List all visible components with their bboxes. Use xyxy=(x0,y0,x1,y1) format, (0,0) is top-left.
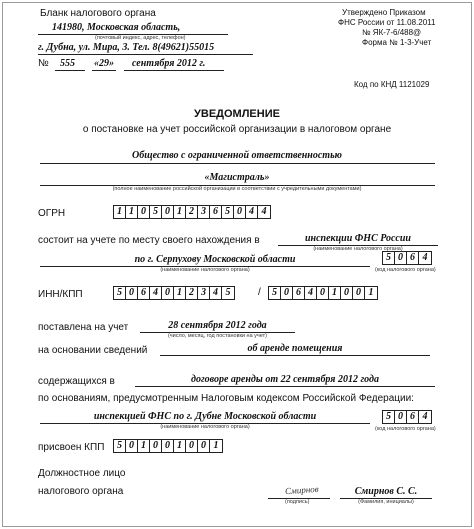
kpp-digit: 6 xyxy=(293,287,305,299)
registered-authority-2: по г. Серпухову Московской области xyxy=(134,254,296,265)
address-line2: г. Дубна, ул. Мира, 3. Тел. 8(49621)55015 xyxy=(38,42,215,53)
ogrn-digit: 2 xyxy=(186,206,198,218)
registered-authority-1: инспекции ФНС России xyxy=(304,233,411,244)
ogrn-digit: 0 xyxy=(138,206,150,218)
kpp-assigned-digit: 5 xyxy=(114,440,126,452)
approved-line1: Утверждено Приказом xyxy=(342,8,426,17)
kpp-assigned-digit: 0 xyxy=(186,440,198,452)
registered-date-label: поставлена на учет xyxy=(38,322,129,333)
contained-label: содержащихся в xyxy=(38,376,115,387)
signature-caption: (подпись) xyxy=(285,499,310,505)
kpp-assigned-digit: 1 xyxy=(138,440,150,452)
ogrn-digit: 4 xyxy=(261,206,267,217)
ogrn-digit: 1 xyxy=(114,206,126,218)
inn-digit: 3 xyxy=(198,287,210,299)
kpp-digit: 5 xyxy=(269,287,281,299)
inn-cells xyxy=(113,286,235,300)
inn-digit: 5 xyxy=(114,287,126,299)
registered-code-digit: 4 xyxy=(422,252,428,263)
kpp-digit: 1 xyxy=(329,287,341,299)
kpp-assigned-digit: 1 xyxy=(213,440,219,451)
document-subtitle: о постановке на учет российской организации в налоговом органе xyxy=(82,124,392,135)
basis-label: на основании сведений xyxy=(38,345,148,356)
kpp-assigned-label: присвоен КПП xyxy=(38,442,105,453)
ogrn-digit: 5 xyxy=(150,206,162,218)
inn-digit: 4 xyxy=(210,287,222,299)
registered-code-digit: 0 xyxy=(395,252,407,264)
form-number: Форма № 1-3-Учет xyxy=(362,38,432,47)
kpp-assigned-digit: 1 xyxy=(174,440,186,452)
grounds-code-digit: 5 xyxy=(383,411,395,423)
blank-label: Бланк налогового органа xyxy=(40,8,156,19)
kpp-cells xyxy=(268,286,378,300)
kpp-assigned-digit: 0 xyxy=(162,440,174,452)
grounds-caption: (наименование налогового органа) xyxy=(160,424,250,430)
approved-line3: № ЯК-7-6/488@ xyxy=(362,28,422,37)
address-caption: (почтовый индекс, адрес, телефон) xyxy=(95,35,186,41)
contained-value: договоре аренды от 22 сентября 2012 года xyxy=(191,374,379,385)
grounds-label: по основаниям, предусмотренным Налоговым кодексом Российской Федерации: xyxy=(38,393,414,404)
grounds-value: инспекцией ФНС по г. Дубне Московской области xyxy=(93,411,317,422)
registered-caption-2: (наименование налогового органа) xyxy=(160,267,250,273)
official-label-2: налогового органа xyxy=(38,486,124,497)
approved-line2: ФНС России от 11.08.2011 xyxy=(338,18,436,27)
kpp-assigned-digit: 0 xyxy=(126,440,138,452)
inn-digit: 1 xyxy=(174,287,186,299)
inn-kpp-slash: / xyxy=(258,287,261,298)
kpp-digit: 0 xyxy=(341,287,353,299)
kpp-digit: 0 xyxy=(281,287,293,299)
org-name-line2: «Магистраль» xyxy=(204,172,270,183)
document-title: УВЕДОМЛЕНИЕ xyxy=(194,108,280,120)
kpp-digit: 4 xyxy=(305,287,317,299)
grounds-code-digit: 4 xyxy=(422,411,428,422)
official-label-1: Должностное лицо xyxy=(38,468,126,479)
inn-digit: 0 xyxy=(126,287,138,299)
grounds-code-digit: 6 xyxy=(407,411,419,423)
ogrn-digit: 0 xyxy=(234,206,246,218)
grounds-code-cells xyxy=(382,410,432,424)
ogrn-digit: 5 xyxy=(222,206,234,218)
ogrn-digit: 6 xyxy=(210,206,222,218)
ogrn-cells xyxy=(113,205,271,219)
grounds-code-caption: (код налогового органа) xyxy=(375,426,436,432)
registered-caption-1: (наименование налогового органа) xyxy=(313,246,403,252)
ogrn-label: ОГРН xyxy=(38,208,66,219)
official-name: Смирнов С. С. xyxy=(354,486,418,497)
registered-code-digit: 5 xyxy=(383,252,395,264)
registered-code-caption: (код налогового органа) xyxy=(375,267,436,273)
inn-digit: 5 xyxy=(225,287,231,298)
registered-code-cells xyxy=(382,251,432,265)
ogrn-digit: 0 xyxy=(162,206,174,218)
address-line1: 141980, Московская область, xyxy=(52,22,181,33)
official-signature: Смирнов xyxy=(284,483,319,497)
kpp-digit: 1 xyxy=(368,287,374,298)
ogrn-digit: 4 xyxy=(246,206,258,218)
knd-code: Код по КНД 1121029 xyxy=(354,80,430,89)
doc-number: 555 xyxy=(60,58,75,69)
ogrn-digit: 3 xyxy=(198,206,210,218)
inn-digit: 2 xyxy=(186,287,198,299)
inn-digit: 0 xyxy=(162,287,174,299)
official-name-caption: (Фамилия, инициалы) xyxy=(358,499,414,505)
registered-code-digit: 6 xyxy=(407,252,419,264)
kpp-digit: 0 xyxy=(317,287,329,299)
ogrn-digit: 1 xyxy=(174,206,186,218)
doc-day: «29» xyxy=(94,58,114,69)
inn-digit: 4 xyxy=(150,287,162,299)
org-caption: (полное наименование российской организации в соответствии с учредительными документами) xyxy=(112,186,362,192)
kpp-digit: 0 xyxy=(353,287,365,299)
inn-kpp-label: ИНН/КПП xyxy=(38,289,83,300)
org-name-line1: Общество с ограниченной ответственностью xyxy=(132,150,342,161)
kpp-assigned-cells xyxy=(113,439,223,453)
kpp-assigned-digit: 0 xyxy=(198,440,210,452)
grounds-code-digit: 0 xyxy=(395,411,407,423)
kpp-assigned-digit: 0 xyxy=(150,440,162,452)
number-sign: № xyxy=(38,58,49,69)
basis-value: об аренде помещения xyxy=(247,343,343,354)
doc-month-year: сентября 2012 г. xyxy=(132,58,206,69)
inn-digit: 6 xyxy=(138,287,150,299)
ogrn-digit: 1 xyxy=(126,206,138,218)
registered-label: состоит на учете по месту своего нахождения в xyxy=(38,235,260,246)
registered-date-value: 28 сентября 2012 года xyxy=(168,320,267,331)
registered-date-caption: (число, месяц, год постановки на учет) xyxy=(167,333,268,339)
